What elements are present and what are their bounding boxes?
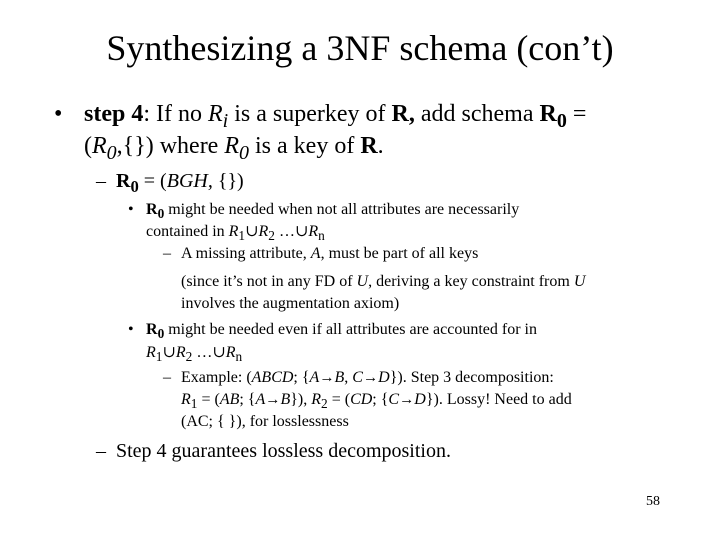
- sub1-line2: contained in $R_1\cup R_2$ $\dots\cup R_n$: [146, 223, 325, 244]
- dash-bullet: –: [163, 245, 171, 262]
- arrow-icon: →: [362, 369, 379, 386]
- step4-line2: $(R_0,\{\})$ where $R_0$ is a key of R.: [84, 133, 384, 164]
- step4-line1: step 4: If no $R_i$ is a superkey of R, add schema $R_0$ =: [84, 101, 587, 132]
- dash-bullet: –: [163, 369, 171, 386]
- arrow-icon: →: [319, 369, 335, 386]
- step4-label: step 4: [84, 101, 144, 127]
- sub2-line1: $R_0$ might be needed even if all attributes are accounted for in: [146, 321, 537, 342]
- sub1-line1: $R_0$ might be needed when not all attributes are necessarily: [146, 201, 520, 222]
- final-line: Step 4 guarantees lossless decomposition.: [116, 440, 451, 462]
- main-bullet: •: [54, 101, 63, 127]
- small-bullet: •: [128, 321, 134, 338]
- sub2-note-line2: $R_1 = (AB$; {A→B}), $R_2 = (CD$; {C→D}). Lossy! Need to add: [181, 391, 572, 412]
- slide-title: Synthesizing a 3NF schema (con’t): [106, 28, 614, 68]
- sub1-note-line3: involves the augmentation axiom): [181, 295, 400, 312]
- dash-bullet: –: [96, 170, 106, 192]
- small-bullet: •: [128, 201, 134, 218]
- arrow-icon: →: [399, 391, 415, 408]
- arrow-icon: →: [265, 391, 281, 408]
- page-number: 58: [646, 494, 660, 509]
- sub2-note-line3: (AC; { }), for losslessness: [181, 413, 349, 430]
- sub2-note-line1: Example: (ABCD; {A→B, C→D}). Step 3 decomposition:: [181, 367, 554, 389]
- dash-bullet: –: [96, 440, 106, 462]
- sub1-note-line1: A missing attribute, A, must be part of all keys: [181, 245, 479, 262]
- r0-example: $R_0 = (BGH$, {}): [116, 170, 244, 196]
- sub2-line2: $R_1\cup R_2$ $\dots\cup R_n$: [146, 344, 243, 365]
- sub1-note-line2: (since it’s not in any FD of U, deriving a key constraint from U: [181, 273, 586, 290]
